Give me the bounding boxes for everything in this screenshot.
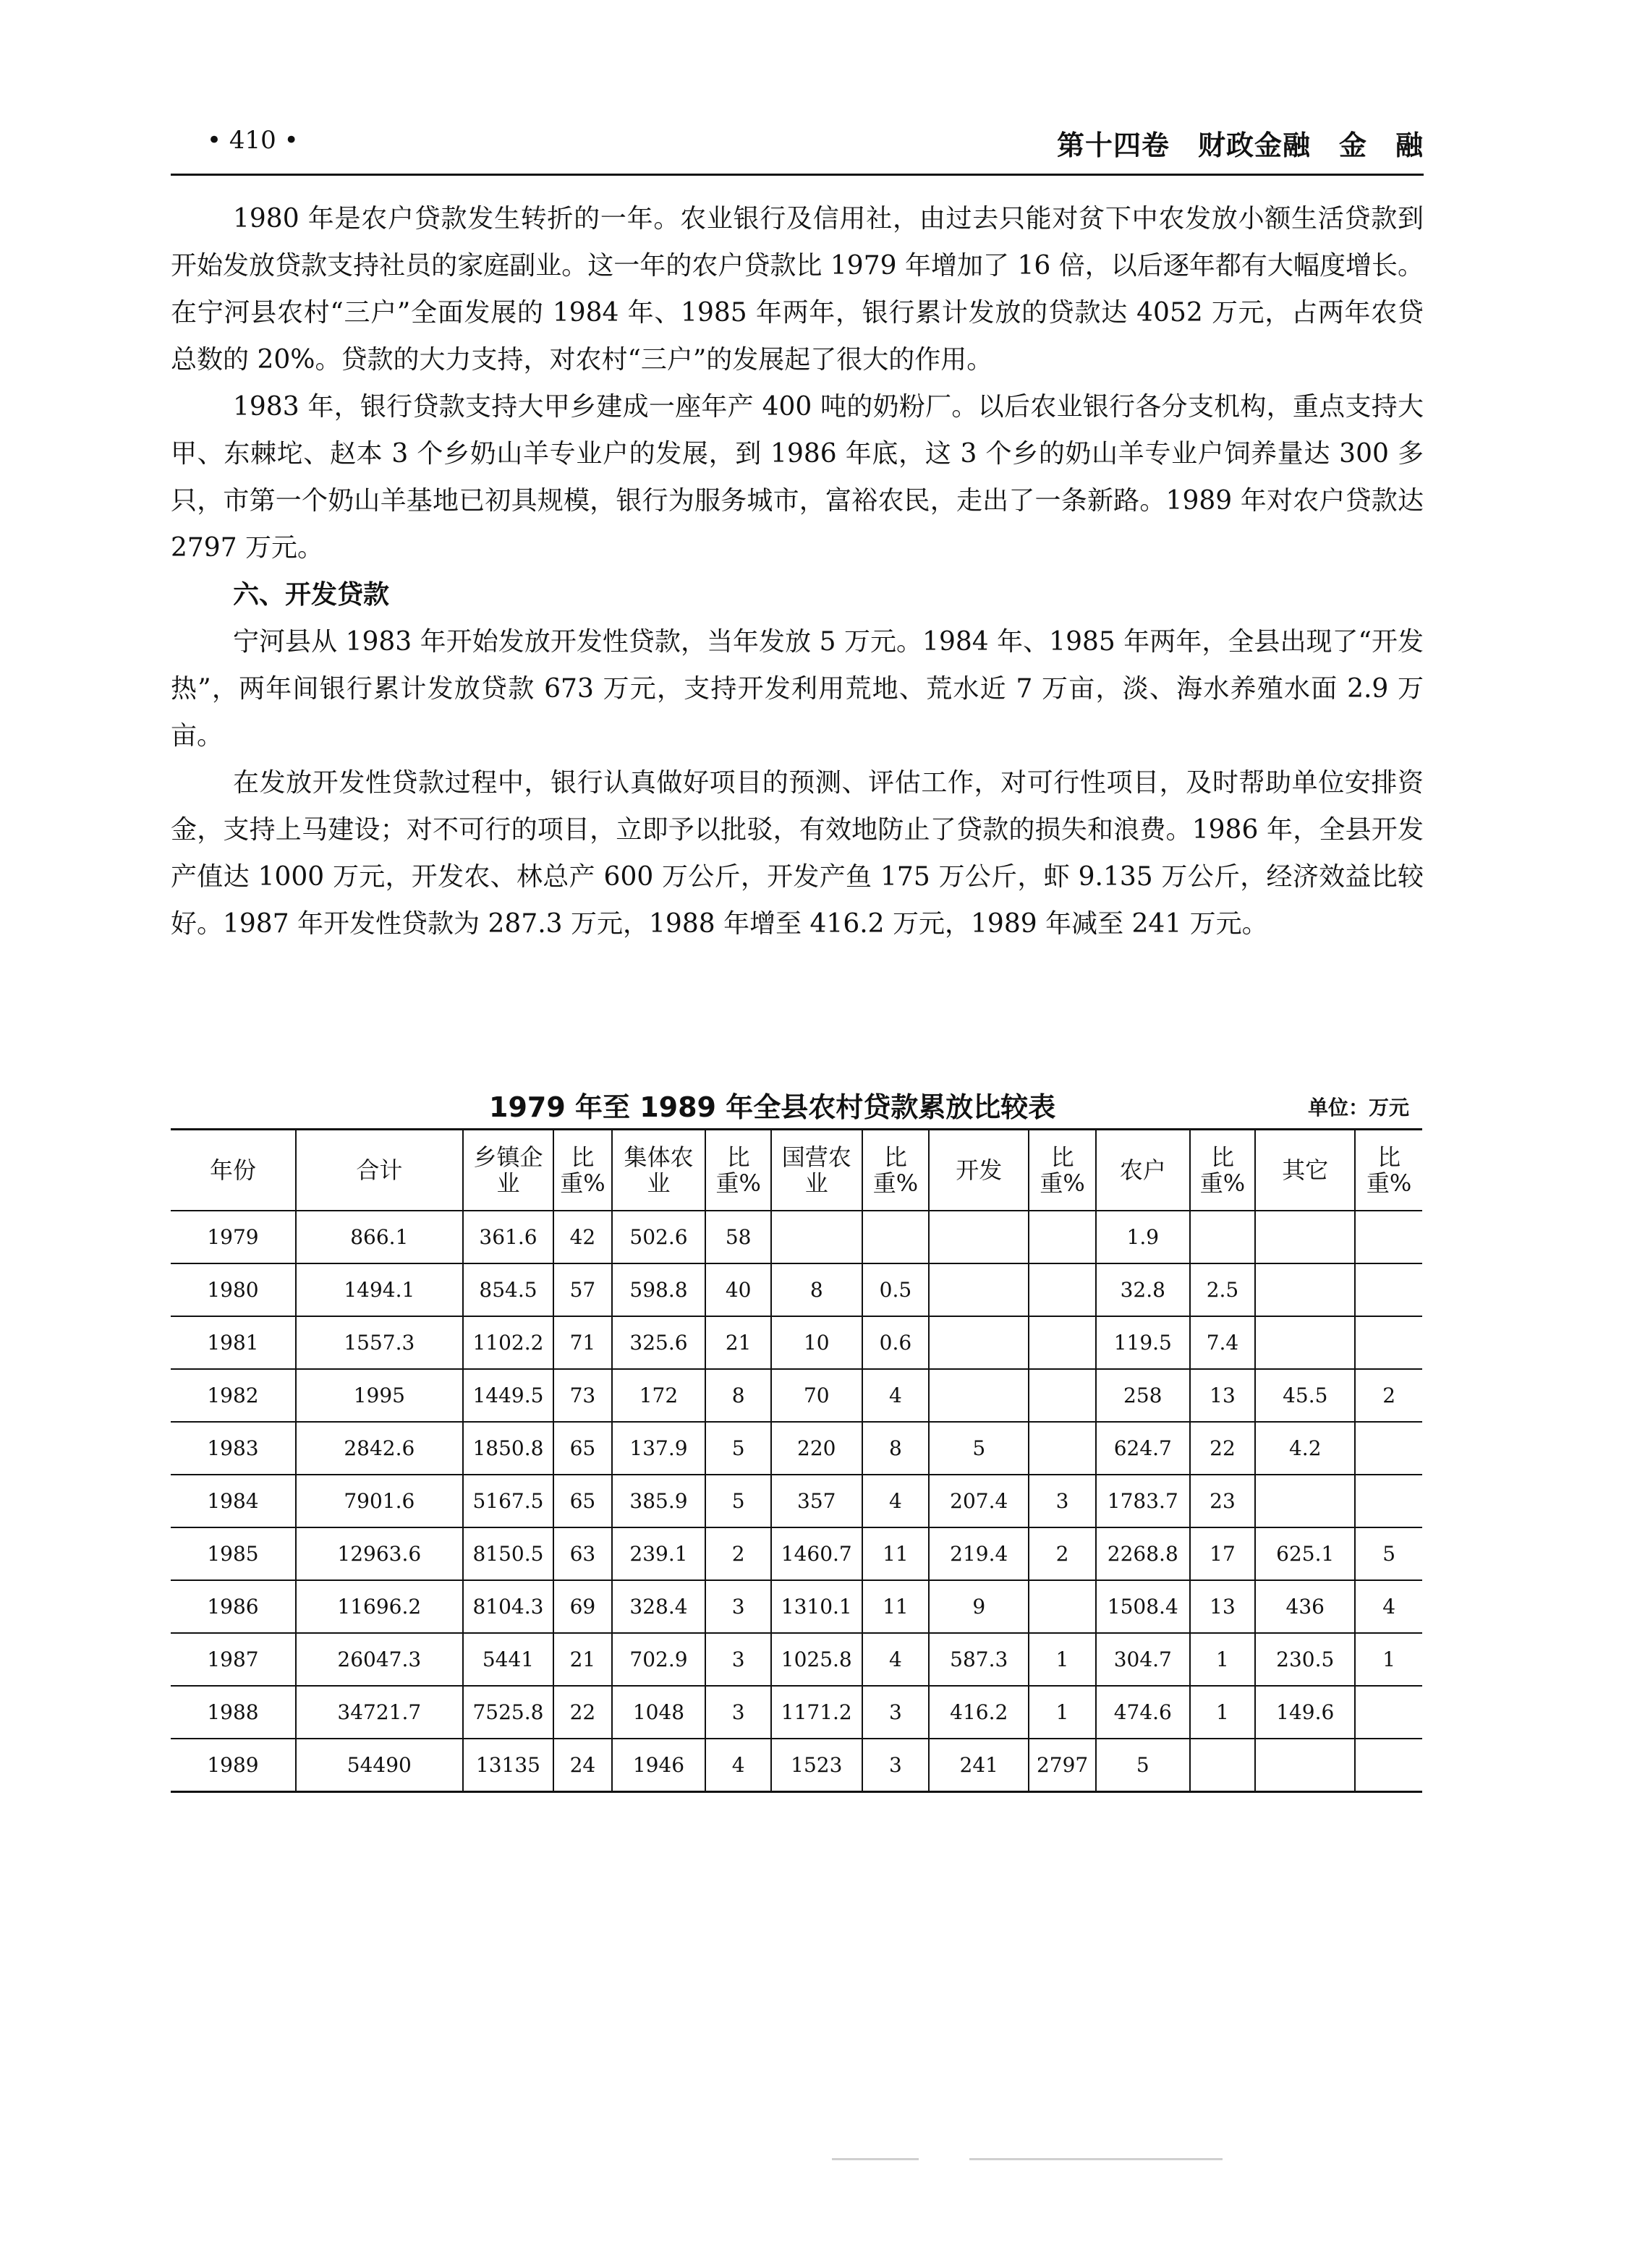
table-cell: 1508.4 — [1096, 1580, 1190, 1633]
table-header-cell: 乡镇企业 — [463, 1130, 554, 1211]
table-cell: 624.7 — [1096, 1422, 1190, 1475]
table-cell: 4 — [862, 1475, 930, 1527]
table-cell: 57 — [553, 1263, 611, 1316]
table-cell: 5 — [705, 1422, 771, 1475]
table-cell — [1355, 1211, 1422, 1263]
table-cell: 8 — [862, 1422, 930, 1475]
table-header-cell: 国营农业 — [771, 1130, 862, 1211]
table-cell: 3 — [1029, 1475, 1096, 1527]
table-cell: 2.5 — [1190, 1263, 1256, 1316]
table-cell: 2 — [1355, 1369, 1422, 1422]
table-cell: 1460.7 — [771, 1527, 862, 1580]
table-cell: 325.6 — [612, 1316, 706, 1369]
table-cell: 23 — [1190, 1475, 1256, 1527]
table-cell — [929, 1369, 1029, 1422]
table-cell: 4.2 — [1255, 1422, 1355, 1475]
table-cell: 11696.2 — [296, 1580, 463, 1633]
table-cell: 1 — [1029, 1686, 1096, 1739]
table-cell — [1355, 1422, 1422, 1475]
table-row — [171, 1527, 1422, 1580]
table-cell: 1102.2 — [463, 1316, 554, 1369]
table-cell — [771, 1211, 862, 1263]
table-cell: 69 — [553, 1580, 611, 1633]
table-cell — [1029, 1580, 1096, 1633]
table-cell: 385.9 — [612, 1475, 706, 1527]
table-cell: 1995 — [296, 1369, 463, 1422]
table-cell: 1171.2 — [771, 1686, 862, 1739]
table-cell: 1557.3 — [296, 1316, 463, 1369]
table-cell: 1985 — [171, 1527, 296, 1580]
table-row — [171, 1369, 1422, 1422]
table-cell — [929, 1316, 1029, 1369]
table-cell — [1255, 1211, 1355, 1263]
table-cell: 5 — [705, 1475, 771, 1527]
table-cell: 13 — [1190, 1580, 1256, 1633]
paragraph: 在发放开发性贷款过程中，银行认真做好项目的预测、评估工作，对可行性项目，及时帮助单位安排资金，支持上马建设；对不可行的项目，立即予以批驳，有效地防止了贷款的损失和浪费。1986 年，全县开发产值达 1000 万元，开发农、林总产 600 万公斤，开发产鱼 175 万公斤，虾 9.135 万公斤，经济效益比较好。1987 年开发性贷款为 287.3 万元，1988 年增至 416.2 万元，1989 年减至 241 万元。 — [171, 768, 1424, 939]
table-header-cell: 比重% — [1029, 1130, 1096, 1211]
table-header-cell: 集体农业 — [612, 1130, 706, 1211]
table-cell: 702.9 — [612, 1633, 706, 1686]
table-cell: 2842.6 — [296, 1422, 463, 1475]
table-cell: 4 — [862, 1633, 930, 1686]
table-cell: 7901.6 — [296, 1475, 463, 1527]
table-header-cell: 比重% — [1355, 1130, 1422, 1211]
table-cell: 1980 — [171, 1263, 296, 1316]
table-cell: 1987 — [171, 1633, 296, 1686]
table-cell: 4 — [1355, 1580, 1422, 1633]
table-cell: 436 — [1255, 1580, 1355, 1633]
table-cell: 1 — [1029, 1633, 1096, 1686]
table-cell: 4 — [862, 1369, 930, 1422]
table-header-cell: 年份 — [171, 1130, 296, 1211]
table-cell — [1190, 1739, 1256, 1792]
scan-speck — [969, 2158, 1223, 2160]
table-cell: 5441 — [463, 1633, 554, 1686]
table-cell: 21 — [705, 1316, 771, 1369]
table-cell: 9 — [929, 1580, 1029, 1633]
table-cell: 71 — [553, 1316, 611, 1369]
header-rule — [171, 174, 1424, 176]
table-row — [171, 1580, 1422, 1633]
table-cell: 1850.8 — [463, 1422, 554, 1475]
table-row — [171, 1739, 1422, 1792]
table-cell: 65 — [553, 1475, 611, 1527]
table-cell: 1981 — [171, 1316, 296, 1369]
table-cell: 8 — [705, 1369, 771, 1422]
page-header — [171, 116, 1424, 166]
table-cell: 1783.7 — [1096, 1475, 1190, 1527]
section-heading: 六、开发贷款 — [233, 580, 390, 610]
table-cell: 1.9 — [1096, 1211, 1190, 1263]
table-cell: 3 — [705, 1686, 771, 1739]
table-cell: 63 — [553, 1527, 611, 1580]
table-cell: 137.9 — [612, 1422, 706, 1475]
table-cell: 3 — [705, 1633, 771, 1686]
table-cell: 119.5 — [1096, 1316, 1190, 1369]
table-cell — [1355, 1686, 1422, 1739]
table-row — [171, 1475, 1422, 1527]
table-cell: 3 — [862, 1739, 930, 1792]
table-cell: 22 — [553, 1686, 611, 1739]
table-cell: 2797 — [1029, 1739, 1096, 1792]
table-row — [171, 1633, 1422, 1686]
table-cell: 241 — [929, 1739, 1029, 1792]
table-cell: 17 — [1190, 1527, 1256, 1580]
table-cell — [1029, 1316, 1096, 1369]
table-cell — [1190, 1211, 1256, 1263]
table-cell: 2268.8 — [1096, 1527, 1190, 1580]
page-number: • 410 • — [207, 126, 299, 155]
table-cell: 220 — [771, 1422, 862, 1475]
table-cell: 3 — [862, 1686, 930, 1739]
table-cell — [862, 1211, 930, 1263]
table-cell: 1 — [1190, 1633, 1256, 1686]
table-cell: 5 — [929, 1422, 1029, 1475]
table-header-cell: 农户 — [1096, 1130, 1190, 1211]
table-cell: 5167.5 — [463, 1475, 554, 1527]
table-cell: 24 — [553, 1739, 611, 1792]
table-cell — [1355, 1739, 1422, 1792]
table-cell: 12963.6 — [296, 1527, 463, 1580]
table-cell: 1523 — [771, 1739, 862, 1792]
table-cell — [1029, 1211, 1096, 1263]
table-cell: 13 — [1190, 1369, 1256, 1422]
table-cell: 11 — [862, 1580, 930, 1633]
table-cell: 474.6 — [1096, 1686, 1190, 1739]
table-cell: 58 — [705, 1211, 771, 1263]
table-cell — [1255, 1475, 1355, 1527]
table-cell: 26047.3 — [296, 1633, 463, 1686]
table-cell: 1 — [1355, 1633, 1422, 1686]
table-cell — [1255, 1316, 1355, 1369]
table-cell: 258 — [1096, 1369, 1190, 1422]
table-cell: 1984 — [171, 1475, 296, 1527]
table-row — [171, 1316, 1422, 1369]
table-cell — [1255, 1739, 1355, 1792]
table-cell: 416.2 — [929, 1686, 1029, 1739]
table-cell: 328.4 — [612, 1580, 706, 1633]
table-header-cell: 比重% — [1190, 1130, 1256, 1211]
table-header-cell: 合计 — [296, 1130, 463, 1211]
table-header-cell: 开发 — [929, 1130, 1029, 1211]
table-cell — [929, 1211, 1029, 1263]
table-cell — [1355, 1263, 1422, 1316]
table-cell: 1989 — [171, 1739, 296, 1792]
table-cell: 1946 — [612, 1739, 706, 1792]
table-cell: 45.5 — [1255, 1369, 1355, 1422]
table-cell: 0.5 — [862, 1263, 930, 1316]
table-cell: 587.3 — [929, 1633, 1029, 1686]
table-row — [171, 1211, 1422, 1263]
table-cell: 598.8 — [612, 1263, 706, 1316]
table-cell: 40 — [705, 1263, 771, 1316]
table-cell: 230.5 — [1255, 1633, 1355, 1686]
table-cell: 32.8 — [1096, 1263, 1190, 1316]
table-cell: 73 — [553, 1369, 611, 1422]
table-cell: 7.4 — [1190, 1316, 1256, 1369]
table-cell: 866.1 — [296, 1211, 463, 1263]
table-cell: 2 — [1029, 1527, 1096, 1580]
table-cell: 2 — [705, 1527, 771, 1580]
table-cell: 1982 — [171, 1369, 296, 1422]
table-cell: 207.4 — [929, 1475, 1029, 1527]
table-cell: 13135 — [463, 1739, 554, 1792]
table-cell: 625.1 — [1255, 1527, 1355, 1580]
table-cell: 8 — [771, 1263, 862, 1316]
paragraph: 1980 年是农户贷款发生转折的一年。农业银行及信用社，由过去只能对贫下中农发放小额生活贷款到开始发放贷款支持社员的家庭副业。这一年的农户贷款比 1979 年增加了 16 倍，以后逐年都有大幅度增长。在宁河县农村“三户”全面发展的 1984 年、1985 年两年，银行累计发放的贷款达 4052 万元，占两年农贷总数的 20%。贷款的大力支持，对农村“三户”的发展起了很大的作用。 — [171, 204, 1424, 375]
table-header-cell: 比重% — [553, 1130, 611, 1211]
table-header-cell: 比重% — [862, 1130, 930, 1211]
table-cell — [1029, 1263, 1096, 1316]
scan-speck — [832, 2158, 919, 2160]
paragraph: 宁河县从 1983 年开始发放开发性贷款，当年发放 5 万元。1984 年、1985 年两年，全县出现了“开发热”，两年间银行累计发放贷款 673 万元，支持开发利用荒地、荒水近 7 万亩，淡、海水养殖水面 2.9 万亩。 — [171, 627, 1424, 751]
table-header-cell: 其它 — [1255, 1130, 1355, 1211]
table-cell: 8104.3 — [463, 1580, 554, 1633]
table-row — [171, 1686, 1422, 1739]
table-cell: 21 — [553, 1633, 611, 1686]
chapter-title: 第十四卷 财政金融 金 融 — [1056, 129, 1424, 161]
table-cell — [1029, 1422, 1096, 1475]
table-row — [171, 1422, 1422, 1475]
table-cell: 11 — [862, 1527, 930, 1580]
table-cell: 0.6 — [862, 1316, 930, 1369]
loan-table — [171, 1128, 1422, 1793]
table-cell: 5 — [1355, 1527, 1422, 1580]
table-cell: 7525.8 — [463, 1686, 554, 1739]
table-cell: 361.6 — [463, 1211, 554, 1263]
paragraph: 1983 年，银行贷款支持大甲乡建成一座年产 400 吨的奶粉厂。以后农业银行各分支机构，重点支持大甲、东棘坨、赵本 3 个乡奶山羊专业户的发展，到 1986 年底，这 3 个乡的奶山羊专业户饲养量达 300 多只，市第一个奶山羊基地已初具规模，银行为服务城市，富裕农民，走出了一条新路。1989 年对农户贷款达 2797 万元。 — [171, 392, 1424, 563]
table-cell: 1 — [1190, 1686, 1256, 1739]
table-cell: 4 — [705, 1739, 771, 1792]
table-cell — [929, 1263, 1029, 1316]
table-cell — [1355, 1316, 1422, 1369]
table-cell: 1048 — [612, 1686, 706, 1739]
table-cell: 304.7 — [1096, 1633, 1190, 1686]
table-cell: 22 — [1190, 1422, 1256, 1475]
table-cell — [1255, 1263, 1355, 1316]
table-header-cell: 比重% — [705, 1130, 771, 1211]
table-cell: 8150.5 — [463, 1527, 554, 1580]
table-row — [171, 1263, 1422, 1316]
table-header-row — [171, 1130, 1422, 1211]
table-cell: 54490 — [296, 1739, 463, 1792]
table-title: 1979 年至 1989 年全县农村贷款累放比较表 — [489, 1091, 1056, 1123]
table-cell: 34721.7 — [296, 1686, 463, 1739]
table-cell: 357 — [771, 1475, 862, 1527]
table-cell: 1494.1 — [296, 1263, 463, 1316]
table-cell: 42 — [553, 1211, 611, 1263]
table-caption — [171, 1085, 1424, 1128]
table-cell: 239.1 — [612, 1527, 706, 1580]
table-cell: 854.5 — [463, 1263, 554, 1316]
table-cell: 1310.1 — [771, 1580, 862, 1633]
table-cell: 65 — [553, 1422, 611, 1475]
table-cell: 1988 — [171, 1686, 296, 1739]
table-cell: 3 — [705, 1580, 771, 1633]
table-cell: 1449.5 — [463, 1369, 554, 1422]
table-body — [171, 1211, 1422, 1792]
table-unit: 单位：万元 — [1307, 1096, 1409, 1120]
table-cell — [1029, 1369, 1096, 1422]
table-cell: 172 — [612, 1369, 706, 1422]
table-cell: 5 — [1096, 1739, 1190, 1792]
table-cell — [1355, 1475, 1422, 1527]
table-cell: 149.6 — [1255, 1686, 1355, 1739]
table-cell: 1983 — [171, 1422, 296, 1475]
table-cell: 219.4 — [929, 1527, 1029, 1580]
table-cell: 502.6 — [612, 1211, 706, 1263]
table-cell: 1025.8 — [771, 1633, 862, 1686]
table-cell: 10 — [771, 1316, 862, 1369]
table-cell: 1979 — [171, 1211, 296, 1263]
table-cell: 1986 — [171, 1580, 296, 1633]
table-cell: 70 — [771, 1369, 862, 1422]
article-body — [171, 195, 1424, 947]
